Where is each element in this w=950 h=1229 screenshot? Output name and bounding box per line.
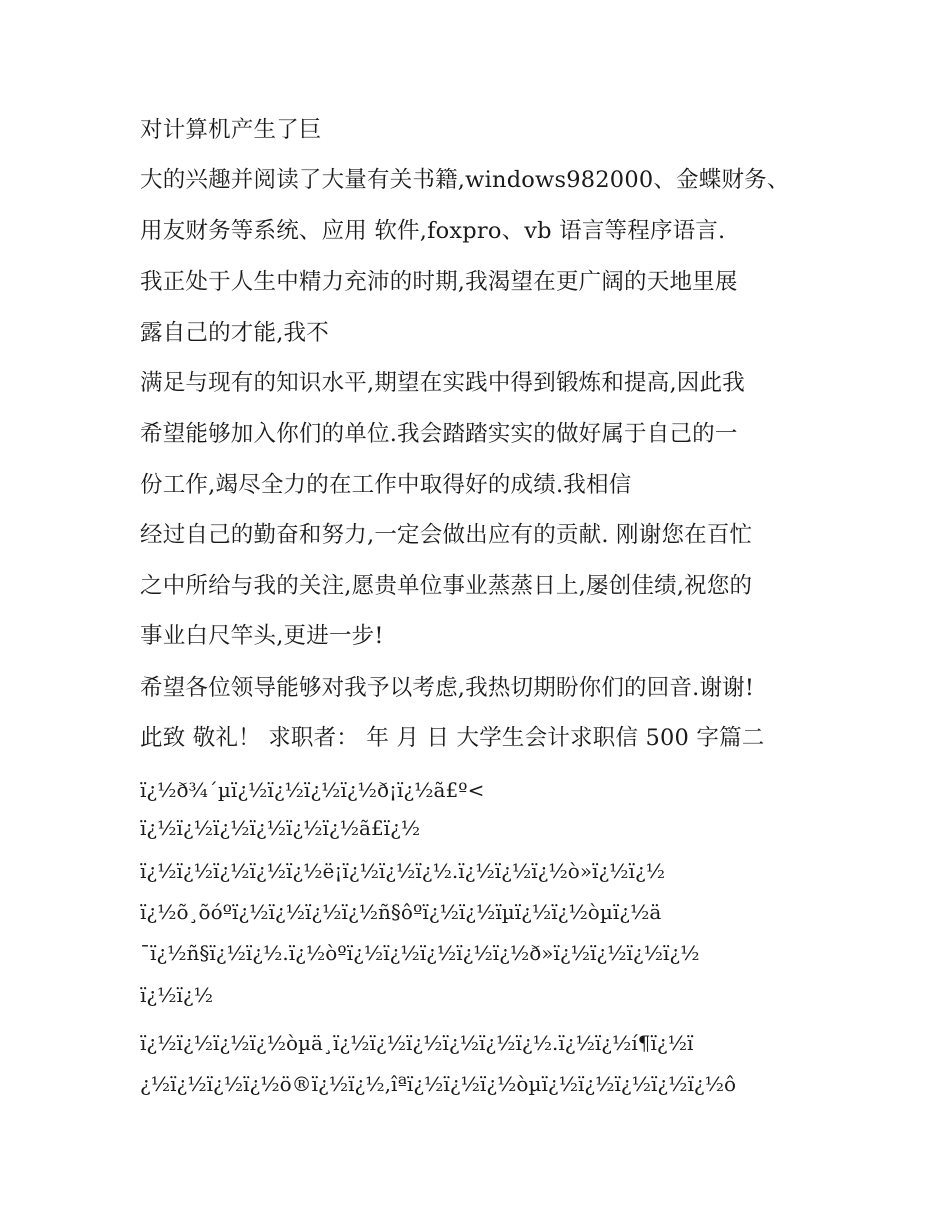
text-line: 希望能够加入你们的单位.我会踏踏实实的做好属于自己的一 — [140, 421, 738, 447]
garbled-text-line: ï¿½ï¿½ï¿½ï¿½ï¿½ï¿½ã£ï¿½ — [140, 816, 421, 840]
text-line: 用友财务等系统、应用 软件,foxpro、vb 语言等程序语言. — [140, 218, 726, 244]
garbled-text-line: ï¿½ï¿½ï¿½ï¿½ï¿½ë¡ï¿½ï¿½ï¿½.ï¿½ï¿½ï¿½ò»ï¿½ï¿½ — [140, 859, 666, 883]
text-line: 经过自己的勤奋和努力,一定会做出应有的贡献. 刚谢您在百忙 — [140, 522, 753, 548]
text-line: 满足与现有的知识水平,期望在实践中得到锻炼和提高,因此我 — [140, 370, 745, 396]
garbled-text-line: ¿½ï¿½ï¿½ï¿½ö®ï¿½ï¿½,îªï¿½ï¿½ï¿½òµï¿½ï¿½ï¿½ï¿½ï¿½ô — [140, 1072, 737, 1096]
garbled-text-line: ¯ï¿½ñ§ï¿½ï¿½.ï¿½òºï¿½ï¿½ï¿½ï¿½ï¿½ð»ï¿½ï¿½ï¿½ï¿½ — [140, 941, 700, 965]
text-line: 希望各位领导能够对我予以考虑,我热切期盼你们的回音.谢谢! — [140, 675, 755, 701]
garbled-text-line: ï¿½ð¾´µï¿½ï¿½ï¿½ï¿½ð¡ï¿½ã£º< — [140, 778, 485, 802]
text-line: 露自己的才能,我不 — [140, 320, 329, 346]
text-line: 对计算机产生了巨 — [140, 117, 322, 143]
text-line: 事业白尺竿头,更进一步! — [140, 623, 384, 649]
garbled-text-line: ï¿½ï¿½ — [140, 983, 214, 1007]
text-line: 我正处于人生中精力充沛的时期,我渴望在更广阔的天地里展 — [140, 269, 738, 295]
garbled-text-line: ï¿½õ¸õóºï¿½ï¿½ï¿½ï¿½ñ§ôºï¿½ï¿½ïµï¿½ï¿½òµï¿½ä — [140, 900, 662, 924]
text-line: 之中所给与我的关注,愿贵单位事业蒸蒸日上,屡创佳绩,祝您的 — [140, 573, 753, 599]
text-line: 此致 敬礼！ 求职者： 年 月 日 大学生会计求职信 500 字篇二 — [140, 725, 765, 751]
text-line: 大的兴趣并阅读了大量有关书籍,windows982000、金蝶财务、 — [140, 167, 790, 193]
garbled-text-line: ï¿½ï¿½ï¿½ï¿½òµä¸ï¿½ï¿½ï¿½ï¿½ï¿½ï¿½.ï¿½ï¿½í¶ï¿½ï — [140, 1031, 694, 1055]
text-line: 份工作,竭尽全力的在工作中取得好的成绩.我相信 — [140, 472, 632, 498]
